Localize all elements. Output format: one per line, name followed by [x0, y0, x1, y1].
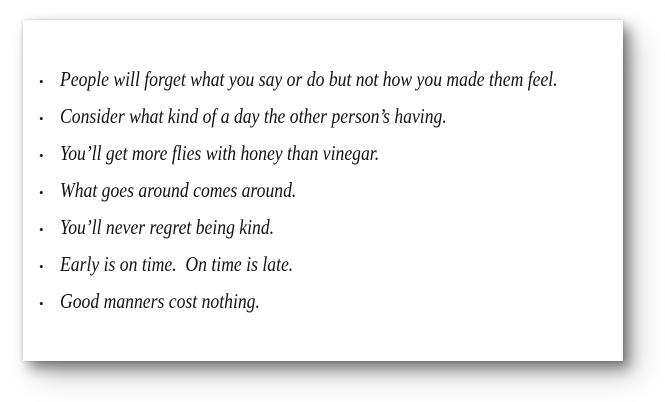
- bullet-icon: •: [39, 74, 44, 89]
- quote-list: [23, 20, 623, 320]
- list-item: [39, 283, 613, 320]
- list-item: [39, 172, 613, 209]
- quote-text: People will forget what you say or do but not how you made them feel.: [60, 67, 558, 91]
- quote-text: You’ll never regret being kind.: [60, 215, 275, 239]
- bullet-icon: •: [39, 222, 44, 237]
- bullet-icon: •: [39, 259, 44, 274]
- list-item: [39, 209, 613, 246]
- quote-text: What goes around comes around.: [60, 178, 297, 202]
- bullet-icon: •: [39, 296, 44, 311]
- list-item: [39, 246, 613, 283]
- quote-text: You’ll get more flies with honey than vinegar.: [60, 141, 380, 165]
- bullet-icon: •: [39, 148, 44, 163]
- quote-text: Good manners cost nothing.: [60, 289, 260, 313]
- bullet-icon: •: [39, 111, 44, 126]
- list-item: [39, 135, 613, 172]
- quote-text: Early is on time. On time is late.: [60, 252, 294, 276]
- quote-text: Consider what kind of a day the other person’s having.: [60, 104, 447, 128]
- slide-card: [23, 20, 623, 361]
- list-item: [39, 98, 613, 135]
- bullet-icon: •: [39, 185, 44, 200]
- list-item: [39, 61, 613, 98]
